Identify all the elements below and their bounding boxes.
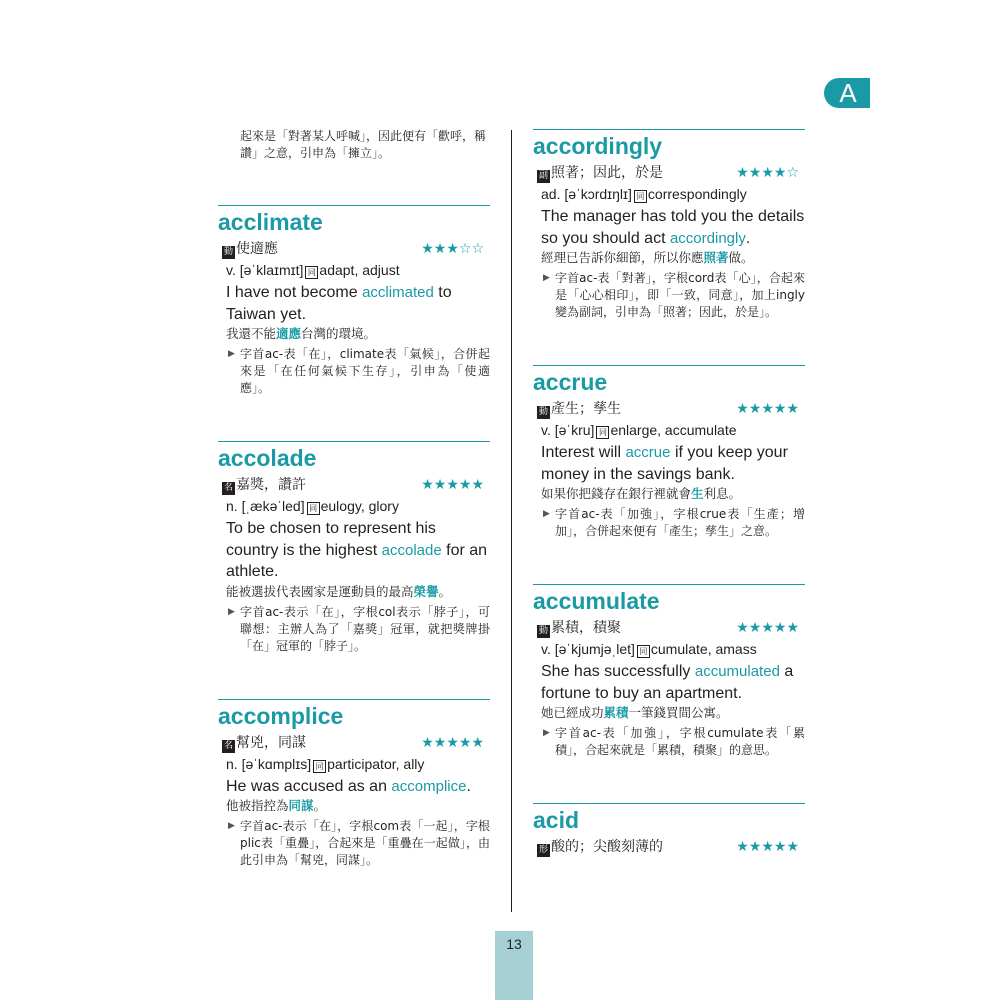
example-highlight: accrue xyxy=(625,444,671,461)
translation-text: 台灣的環境。 xyxy=(301,326,377,341)
translation-text: 我還不能 xyxy=(226,326,277,341)
note-text: 字首ac-表示「在」，字根col表示「脖子」，可聯想：主辦人為了「嘉獎」冠軍，就把獎牌掛「在」冠軍的「脖子」。 xyxy=(240,604,490,653)
note-text: 字首ac-表「加強」，字根crue表「生產；增加」，合併起來便有「產生；孳生」之意。 xyxy=(555,507,805,538)
meaning: 產生；孳生 xyxy=(551,401,621,417)
example-text: for an athlete. xyxy=(226,541,488,580)
note-text: 字首ac-表示「在」，字根com表「一起」，字根plic表「重疊」，合起來是「重疊在一起做」，由此引申為「幫兇，同謀」。 xyxy=(240,819,490,867)
translation-text: 。 xyxy=(438,583,452,599)
example-sentence xyxy=(226,518,490,583)
bullet-triangle-icon: ▶ xyxy=(543,509,550,519)
entry-accrue xyxy=(533,365,805,540)
left-column xyxy=(218,125,490,869)
etymology-note xyxy=(226,346,490,397)
synonyms: eulogy, glory xyxy=(320,498,399,514)
meaning: 酸的；尖酸刻薄的 xyxy=(551,839,663,855)
synonyms: participator, ally xyxy=(327,755,425,772)
translation-highlight: 累積 xyxy=(603,705,629,720)
headword: accrue xyxy=(533,369,608,395)
rating-stars: ★★★★★ xyxy=(736,620,799,636)
phonetic: [əˈkɑmplɪs] xyxy=(241,755,312,772)
pos-badge: 形 xyxy=(538,845,548,855)
example-text: to Taiwan yet. xyxy=(226,284,452,323)
example-sentence xyxy=(541,442,805,485)
translation xyxy=(541,249,805,267)
pos-badge: 名 xyxy=(223,483,233,493)
rating-stars: ★★★★★ xyxy=(736,839,799,855)
page-number-tab xyxy=(495,931,533,1000)
phonetic: [əˈklaɪmɪt] xyxy=(239,262,304,278)
etymology-note xyxy=(541,270,805,321)
synonym-badge: 同 xyxy=(596,426,609,439)
translation xyxy=(226,797,490,815)
phonetic-row xyxy=(541,639,805,661)
bullet-triangle-icon: ▶ xyxy=(228,606,235,617)
etymology-note xyxy=(541,506,805,540)
headword: accordingly xyxy=(533,133,663,159)
meaning: 照著；因此，於是 xyxy=(551,165,663,181)
headword: accomplice xyxy=(218,702,344,729)
page-number: 13 xyxy=(506,936,522,952)
example-highlight: accordingly xyxy=(669,229,746,247)
part-of-speech: v. xyxy=(541,422,551,438)
phonetic-row xyxy=(541,184,805,206)
example-text: She has successfully xyxy=(541,663,695,680)
synonym-badge: 同 xyxy=(305,266,318,279)
rating-stars: ★★★☆☆ xyxy=(421,241,484,257)
example-text: The manager has told you the details so you should act xyxy=(541,208,805,247)
part-of-speech: n. xyxy=(226,498,238,514)
meaning: 嘉獎，讚許 xyxy=(236,477,306,493)
bullet-triangle-icon: ▶ xyxy=(543,728,550,738)
phonetic: [əˈkru] xyxy=(554,422,595,438)
translation-highlight: 照著 xyxy=(703,250,729,265)
phonetic-row xyxy=(226,754,490,776)
rating-stars: ★★★★★ xyxy=(736,401,799,417)
meaning-row xyxy=(222,474,490,496)
etymology-note xyxy=(226,818,490,869)
meaning: 使適應 xyxy=(236,241,278,257)
entry-accordingly xyxy=(533,129,805,321)
synonyms: cumulate, amass xyxy=(650,641,757,657)
part-of-speech: n. xyxy=(226,755,238,772)
headword: accumulate xyxy=(533,588,660,614)
rating-stars: ★★★★★ xyxy=(421,477,484,493)
pos-badge: 副 xyxy=(538,171,548,181)
pos-badge: 名 xyxy=(223,740,233,751)
part-of-speech: v. xyxy=(226,262,236,278)
synonyms: correspondingly xyxy=(647,186,747,202)
entry-acid xyxy=(533,803,805,858)
translation-text: 能被選拔代表國家是運動員的最高 xyxy=(226,583,414,599)
example-highlight: acclimated xyxy=(362,284,434,301)
phonetic-row xyxy=(226,496,490,518)
phonetic: [əˈkɔrdɪŋlɪ] xyxy=(564,186,632,202)
translation-highlight: 同謀 xyxy=(288,798,314,813)
continuation-text: 起來是「對著某人呼喊」，因此便有「歡呼，稱讚」之意，引申為「擁立」。 xyxy=(240,129,487,160)
section-letter: A xyxy=(839,78,857,108)
translation-text: 她已經成功 xyxy=(541,705,604,720)
synonyms: adapt, adjust xyxy=(319,262,400,278)
phonetic-row xyxy=(226,260,490,282)
note-text: 字首ac-表「在」，climate表「氣候」，合併起來是「在任何氣候下生存」，引申為「使適應」。 xyxy=(240,347,490,395)
synonym-badge: 同 xyxy=(634,190,647,203)
synonym-badge: 同 xyxy=(313,760,326,773)
translation-text: 他被指控為 xyxy=(226,798,289,813)
entry-accolade xyxy=(218,441,490,655)
pos-badge: 動 xyxy=(538,407,548,417)
translation-highlight: 適應 xyxy=(276,326,302,341)
note-text: 字首ac-表「對著」，字根cord表「心」，合起來是「心心相印」，即「一致，同意」，加上ingly變為副詞，引申為「照著；因此，於是」。 xyxy=(555,271,805,319)
bullet-triangle-icon: ▶ xyxy=(228,349,235,359)
example-text: if you keep your money in the savings bank. xyxy=(541,444,788,483)
meaning-row xyxy=(537,617,805,639)
entry-acclimate xyxy=(218,205,490,397)
column-divider xyxy=(511,130,512,912)
translation-text: 。 xyxy=(313,798,327,813)
meaning-row xyxy=(537,162,805,184)
phonetic-row xyxy=(541,420,805,442)
example-highlight: accomplice xyxy=(391,777,467,795)
synonyms: enlarge, accumulate xyxy=(610,422,737,438)
meaning-row xyxy=(537,398,805,420)
right-column xyxy=(533,129,805,858)
translation xyxy=(541,704,805,722)
translation xyxy=(226,583,490,601)
meaning-row xyxy=(537,836,805,858)
rating-stars: ★★★★★ xyxy=(421,734,484,751)
etymology-note xyxy=(226,604,490,655)
etymology-note xyxy=(541,725,805,759)
translation-text: 如果你把錢存在銀行裡就會 xyxy=(541,486,692,501)
note-text: 字首ac-表「加強」，字根cumulate表「累積」，合起來就是「累積，積聚」的意思。 xyxy=(555,726,805,757)
example-text: He was accused as an xyxy=(226,777,392,795)
headword: acid xyxy=(533,807,580,833)
meaning: 幫兇，同謀 xyxy=(236,734,306,751)
example-sentence xyxy=(226,282,490,325)
translation xyxy=(541,485,805,503)
bullet-triangle-icon: ▶ xyxy=(228,821,235,831)
pos-badge: 動 xyxy=(223,247,233,257)
example-highlight: accolade xyxy=(381,541,442,559)
translation-text: 經理已告訴你細節，所以你應 xyxy=(541,250,704,265)
example-text: To be chosen to represent his country is the highest xyxy=(226,520,436,559)
rating-stars: ★★★★☆ xyxy=(736,165,799,181)
example-text: . xyxy=(466,777,471,795)
synonym-badge: 同 xyxy=(307,502,320,515)
headword: accolade xyxy=(218,445,317,471)
example-sentence xyxy=(226,776,490,798)
bullet-triangle-icon: ▶ xyxy=(543,273,550,283)
meaning-row xyxy=(222,732,490,754)
headword: acclimate xyxy=(218,209,323,235)
example-sentence xyxy=(541,206,805,249)
entry-accumulate xyxy=(533,584,805,759)
example-text: a fortune to buy an apartment. xyxy=(541,663,794,702)
phonetic: [ˌækəˈled] xyxy=(241,498,305,514)
translation-highlight: 榮譽 xyxy=(413,583,439,599)
section-letter-tab xyxy=(824,78,870,108)
translation-text: 利息。 xyxy=(703,486,742,501)
example-text: Interest will xyxy=(541,444,626,461)
example-highlight: accumulated xyxy=(694,663,780,680)
entry-accomplice xyxy=(218,699,490,870)
part-of-speech: v. xyxy=(541,641,551,657)
example-sentence xyxy=(541,661,805,704)
translation-text: 做。 xyxy=(728,250,754,265)
example-text: I have not become xyxy=(226,284,363,301)
example-text: . xyxy=(745,229,751,247)
translation xyxy=(226,325,490,343)
synonym-badge: 同 xyxy=(637,645,650,658)
meaning-row xyxy=(222,238,490,260)
part-of-speech: ad. xyxy=(541,186,561,202)
phonetic: [əˈkjumjəˌlet] xyxy=(554,641,635,657)
meaning: 累積，積聚 xyxy=(551,620,621,636)
translation-text: 一筆錢買間公寓。 xyxy=(628,705,729,720)
translation-highlight: 生 xyxy=(691,486,704,501)
pos-badge: 動 xyxy=(538,626,548,636)
